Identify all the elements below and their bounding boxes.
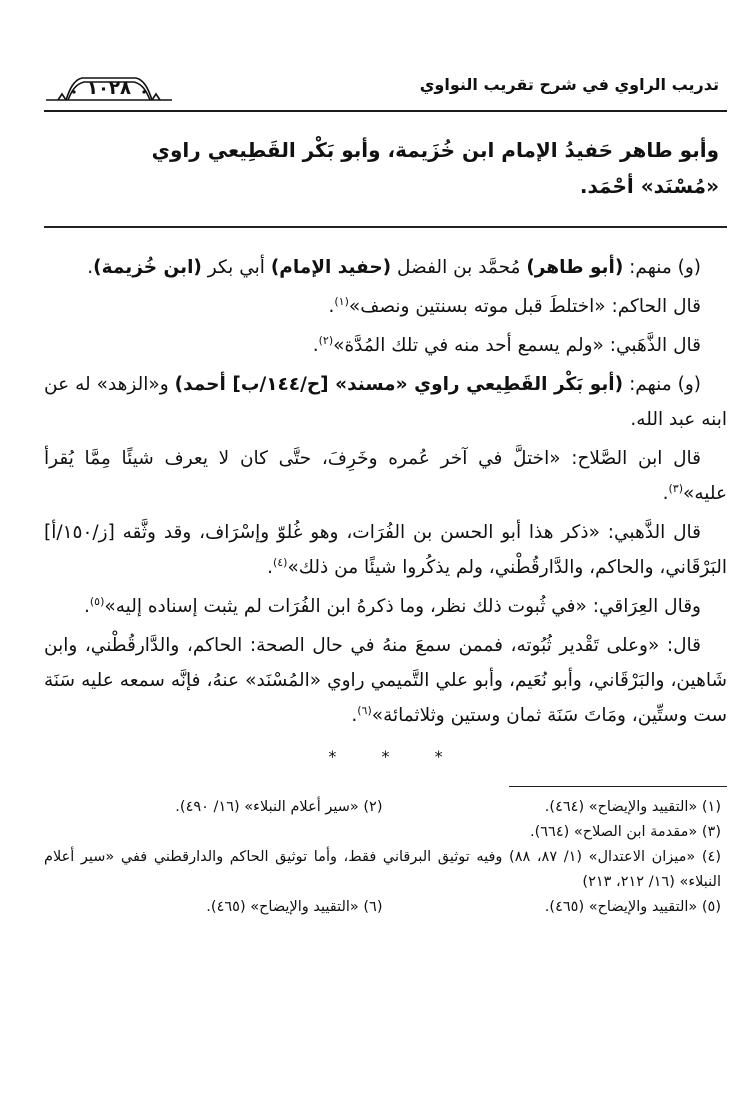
matn-line-1: وأبو طاهر حَفيدُ الإمام ابن خُزَيمة، وأبو بَكْر القَطِيعي راوي <box>151 138 719 162</box>
running-title: تدريب الراوي في شرح تقريب النواوي <box>419 75 719 94</box>
paragraph-1 <box>44 250 727 285</box>
book-page <box>44 58 727 920</box>
footnote-row-4 <box>44 895 721 920</box>
matn-line-2: «مُسْنَد» أحْمَد. <box>579 174 719 198</box>
footnote-ref-4[interactable]: (٤) <box>272 555 288 569</box>
p5-text: قال ابن الصَّلاح: «اختلَّ في آخر عُمره وخَرِفَ، حتَّى كان لا يعرف شيئًا مِمَّا يُقرأ عليه» <box>44 448 727 504</box>
footnote-row-2 <box>44 820 721 845</box>
paragraph-2 <box>44 289 727 324</box>
paragraph-5 <box>44 441 727 511</box>
p5-end: . <box>662 483 669 504</box>
footnote-5: (٥) «التقييد والإيضاح» (٤٦٥). <box>544 899 721 915</box>
page-header <box>44 58 727 112</box>
p1-text-e: أبي بكر <box>201 257 271 278</box>
commentary <box>44 250 727 766</box>
p4-text-c: و«الزهد» له عن ابنه عبد الله. <box>44 374 727 430</box>
matn-text <box>44 132 727 204</box>
p1-text-a: (و) منهم: <box>623 257 701 278</box>
p1-text-d: (حفيد الإمام) <box>270 257 392 278</box>
footnote-1: (١) «التقييد والإيضاح» (٤٦٤). <box>544 799 721 815</box>
section-separator: * * * <box>328 747 463 766</box>
footnote-ref-5[interactable]: (٥) <box>89 594 105 608</box>
p8-text: قال: «وعلى تَقْدير ثُبُوته، فممن سمعَ منهُ في حال الصحة: الحاكم، والدَّارقُطْني، وابن شَاهين، والبَرْقَاني، وأبو نُعَيم، وأبو علي التَّميمي راوي «المُسْنَد» عنهُ، فإنَّه سمعه عليه سَنَة ست وستِّين، ومَاتَ سَنَة ثمان وستين وثلاثمائة» <box>44 635 727 726</box>
footnote-4: (٤) «ميزان الاعتدال» (١/ ٨٧، ٨٨) وفيه توثيق البرقاني فقط، وأما توثيق الحاكم والدارقطني ففي «سير أعلام النبلاء» (١٦/ ٢١٢، ٢١٣) <box>44 849 721 890</box>
p2-end: . <box>328 296 335 317</box>
p4-text-b: (أبو بَكْر القَطِيعي راوي «مسند» [ح/١٤٤/ب] أحمد) <box>174 374 624 395</box>
p7-text: وقال العِرَاقي: «في ثُبوت ذلك نظر، وما ذكرهُ ابن الفُرَات لم يثبت إسناده إليه» <box>104 596 701 617</box>
p2-text: قال الحاكم: «اختلطَ قبل موته بسنتين ونصف» <box>348 296 701 317</box>
paragraph-8 <box>44 628 727 733</box>
footnote-2: (٢) «سير أعلام النبلاء» (١٦/ ٤٩٠). <box>175 799 383 815</box>
footnote-3: (٣) «مقدمة ابن الصلاح» (٦٦٤). <box>529 824 721 840</box>
footnote-ref-3[interactable]: (٣) <box>668 481 684 495</box>
page-number: ١٠٢٨ <box>87 78 131 99</box>
footnotes <box>44 795 727 920</box>
footnote-ref-6[interactable]: (٦) <box>357 703 372 717</box>
matn-divider <box>44 226 727 228</box>
paragraph-3 <box>44 328 727 363</box>
p1-text-f: (ابن خُزيمة) <box>93 257 202 278</box>
paragraph-6 <box>44 515 727 585</box>
paragraph-4 <box>44 367 727 437</box>
paragraph-7 <box>44 589 727 624</box>
p3-text: قال الذَّهَبي: «ولم يسمع أحد منه في تلك المُدَّة» <box>333 335 701 356</box>
footnote-ref-2[interactable]: (٢) <box>318 333 334 347</box>
p3-end: . <box>312 335 319 356</box>
footnote-6: (٦) «التقييد والإيضاح» (٤٦٥). <box>206 899 383 915</box>
footnote-divider <box>509 786 727 787</box>
p8-end: . <box>351 705 358 726</box>
p6-text: قال الذَّهبي: «ذكر هذا أبو الحسن بن الفُرَات، وهو غُلوّ وإسْرَاف، وقد وثَّقه [ز/١٥٠/أ] البَرْقَاني، والحاكم، والدَّارقُطْني، ولم يذكُروا شيئًا من ذلك» <box>44 522 727 578</box>
p6-end: . <box>267 557 273 578</box>
footnote-ref-1[interactable]: (١) <box>334 294 349 308</box>
p1-text-g: . <box>87 257 94 278</box>
p1-text-c: مُحمَّد بن الفضل <box>391 257 527 278</box>
footnote-row-1 <box>44 795 721 820</box>
p4-text-a: (و) منهم: <box>623 374 701 395</box>
footnote-row-3 <box>44 845 721 895</box>
p1-text-b: (أبو طاهر) <box>526 257 624 278</box>
p7-end: . <box>83 596 90 617</box>
